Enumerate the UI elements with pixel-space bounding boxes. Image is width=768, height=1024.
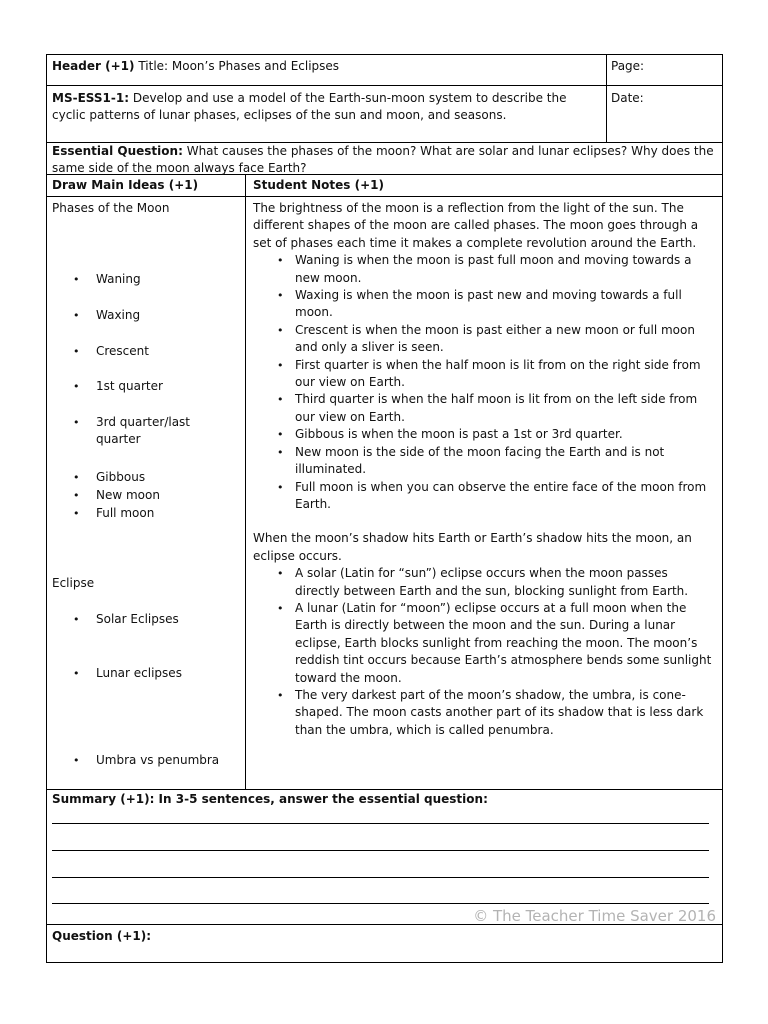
note-full-moon: • Full moon is when you can observe the entire face of the moon from Earth. [253, 479, 715, 514]
column-divider [606, 55, 607, 142]
header-label: Header (+1) [52, 59, 135, 73]
summary-line-2[interactable] [52, 850, 709, 851]
notes-intro: The brightness of the moon is a reflection from the light of the sun. The different shapes of the moon are called phases. The moon goes through a set of phases each time it makes a complete revolution around the Earth. [253, 201, 699, 250]
note-waning: • Waning is when the moon is past full moon and moving towards a new moon. [253, 252, 715, 287]
notes-header-rule [251, 196, 716, 197]
standard-code: MS-ESS1-1: [52, 91, 129, 105]
phases-heading: Phases of the Moon [52, 201, 170, 215]
standard-cell [52, 90, 600, 125]
right-column-header: Student Notes (+1) [253, 178, 384, 192]
essential-question-label: Essential Question: [52, 144, 183, 158]
summary-line-4[interactable] [52, 903, 709, 904]
question-label: Question (+1): [52, 929, 152, 943]
note-gibbous: • Gibbous is when the moon is past a 1st or 3rd quarter. [253, 426, 715, 443]
eclipse-intro: When the moon’s shadow hits Earth or Earth’s shadow hits the moon, an eclipse occurs. [253, 531, 692, 563]
notes-sheet: Header (+1) Title: Moon’s Phases and Eclipses Page: MS-ESS1-1: Develop and use a model of the Earth-sun-moon system to describe the cyclic patterns of lunar phases, eclipses of the sun and moon, and seasons. Date: Essential Question: What causes the phases of the moon? What are solar and lunar eclipses? Why does the same side of the moon always face Earth? Draw Main Ideas (+1) Student Notes (+1) Phases of the Moon • Waning • Waxing • Crescent • 1st quarter • 3rd quarter/last quarter • Gibbous • New moon • Full moon Eclipse • Solar Eclipses • Lunar eclipses • Umbra vs penumbra The brightness of the moon is a reflection from the light of the sun. The different shapes of the moon are called phases. The moon goes through a set of phases each time it makes a complete revolution around the Earth. • Waning is when the moon is past full moon and moving towards a new moon. • Waxing is when the moon is past new and moving towards a full moon. • Crescent is when the moon is past either a new moon or full moon and only a sliver is seen. • First quarter is when the half moon is lit from on the right side from our view on Earth. • Third quarter is when the half moon is lit from on the left side from our view on Earth. • Gibbous is when the moon is past a 1st or 3rd quarter. • New moon is the side of the moon facing the Earth and is not illuminated. • Full moon is when you can observe the entire face of the moon from Earth. When the moon’s shadow hits Earth or Earth’s shadow hits the moon, an eclipse occurs. • A solar (Latin for “sun”) eclipse occurs when the moon passes directly between Earth and the sun, blocking sunlight from Earth. • A lunar (Latin for “moon”) eclipse occurs at a full moon when the Earth is directly between the moon and the sun. During a lunar eclipse, Earth blocks sunlight from reaching the moon. The moon’s reddish tint occurs because Earth’s atmosphere bends some sunlight toward the moon. • The very darkest part of the moon’s shadow, the umbra, is cone-shaped. The moon casts another part of its shadow that is less dark than the umbra, which is called penumbra. Summary (+1): In 3-5 sentences, answer the essential question: © The Teacher Time Saver 2016 Question (+1): [46, 54, 723, 963]
note-crescent: • Crescent is when the moon is past either a new moon or full moon and only a sliver is seen. [253, 322, 715, 357]
note-first-quarter: • First quarter is when the half moon is lit from on the right side from our view on Earth. [253, 357, 715, 392]
note-waxing: • Waxing is when the moon is past new and moving towards a full moon. [253, 287, 715, 322]
standard-text: Develop and use a model of the Earth-sun-moon system to describe the cyclic patterns of lunar phases, eclipses of the sun and moon, and seasons. [52, 91, 567, 123]
header-cell [52, 58, 602, 75]
note-lunar: • A lunar (Latin for “moon”) eclipse occurs at a full moon when the Earth is directly between the moon and the sun. During a lunar eclipse, Earth blocks sunlight from reaching the moon. The moon’s reddish tint occurs because Earth’s atmosphere bends some sunlight toward the moon. [253, 600, 715, 687]
note-solar: • A solar (Latin for “sun”) eclipse occurs when the moon passes directly between Earth and the sun, blocking sunlight from Earth. [253, 565, 715, 600]
row-divider [47, 789, 722, 790]
essential-question-text: What causes the phases of the moon? What are solar and lunar eclipses? Why does the same side of the moon always face Earth? [52, 144, 714, 176]
essential-question [52, 143, 717, 178]
page-title: Title: Moon’s Phases and Eclipses [138, 59, 340, 73]
copyright-credit: © The Teacher Time Saver 2016 [473, 907, 716, 925]
summary-line-3[interactable] [52, 877, 709, 878]
eclipse-heading: Eclipse [52, 576, 95, 590]
student-notes [253, 200, 715, 739]
date-field[interactable]: Date: [611, 91, 644, 105]
page-field[interactable]: Page: [611, 59, 645, 73]
note-third-quarter: • Third quarter is when the half moon is lit from on the left side from our view on Earth. [253, 391, 715, 426]
summary-label: Summary (+1): In 3-5 sentences, answer the essential question: [52, 792, 488, 806]
left-column-header: Draw Main Ideas (+1) [52, 178, 199, 192]
summary-line-1[interactable] [52, 823, 709, 824]
note-new-moon: • New moon is the side of the moon facing the Earth and is not illuminated. [253, 444, 715, 479]
note-umbra: • The very darkest part of the moon’s shadow, the umbra, is cone-shaped. The moon casts another part of its shadow that is less dark than the umbra, which is called penumbra. [253, 687, 715, 739]
row-divider [47, 85, 722, 86]
